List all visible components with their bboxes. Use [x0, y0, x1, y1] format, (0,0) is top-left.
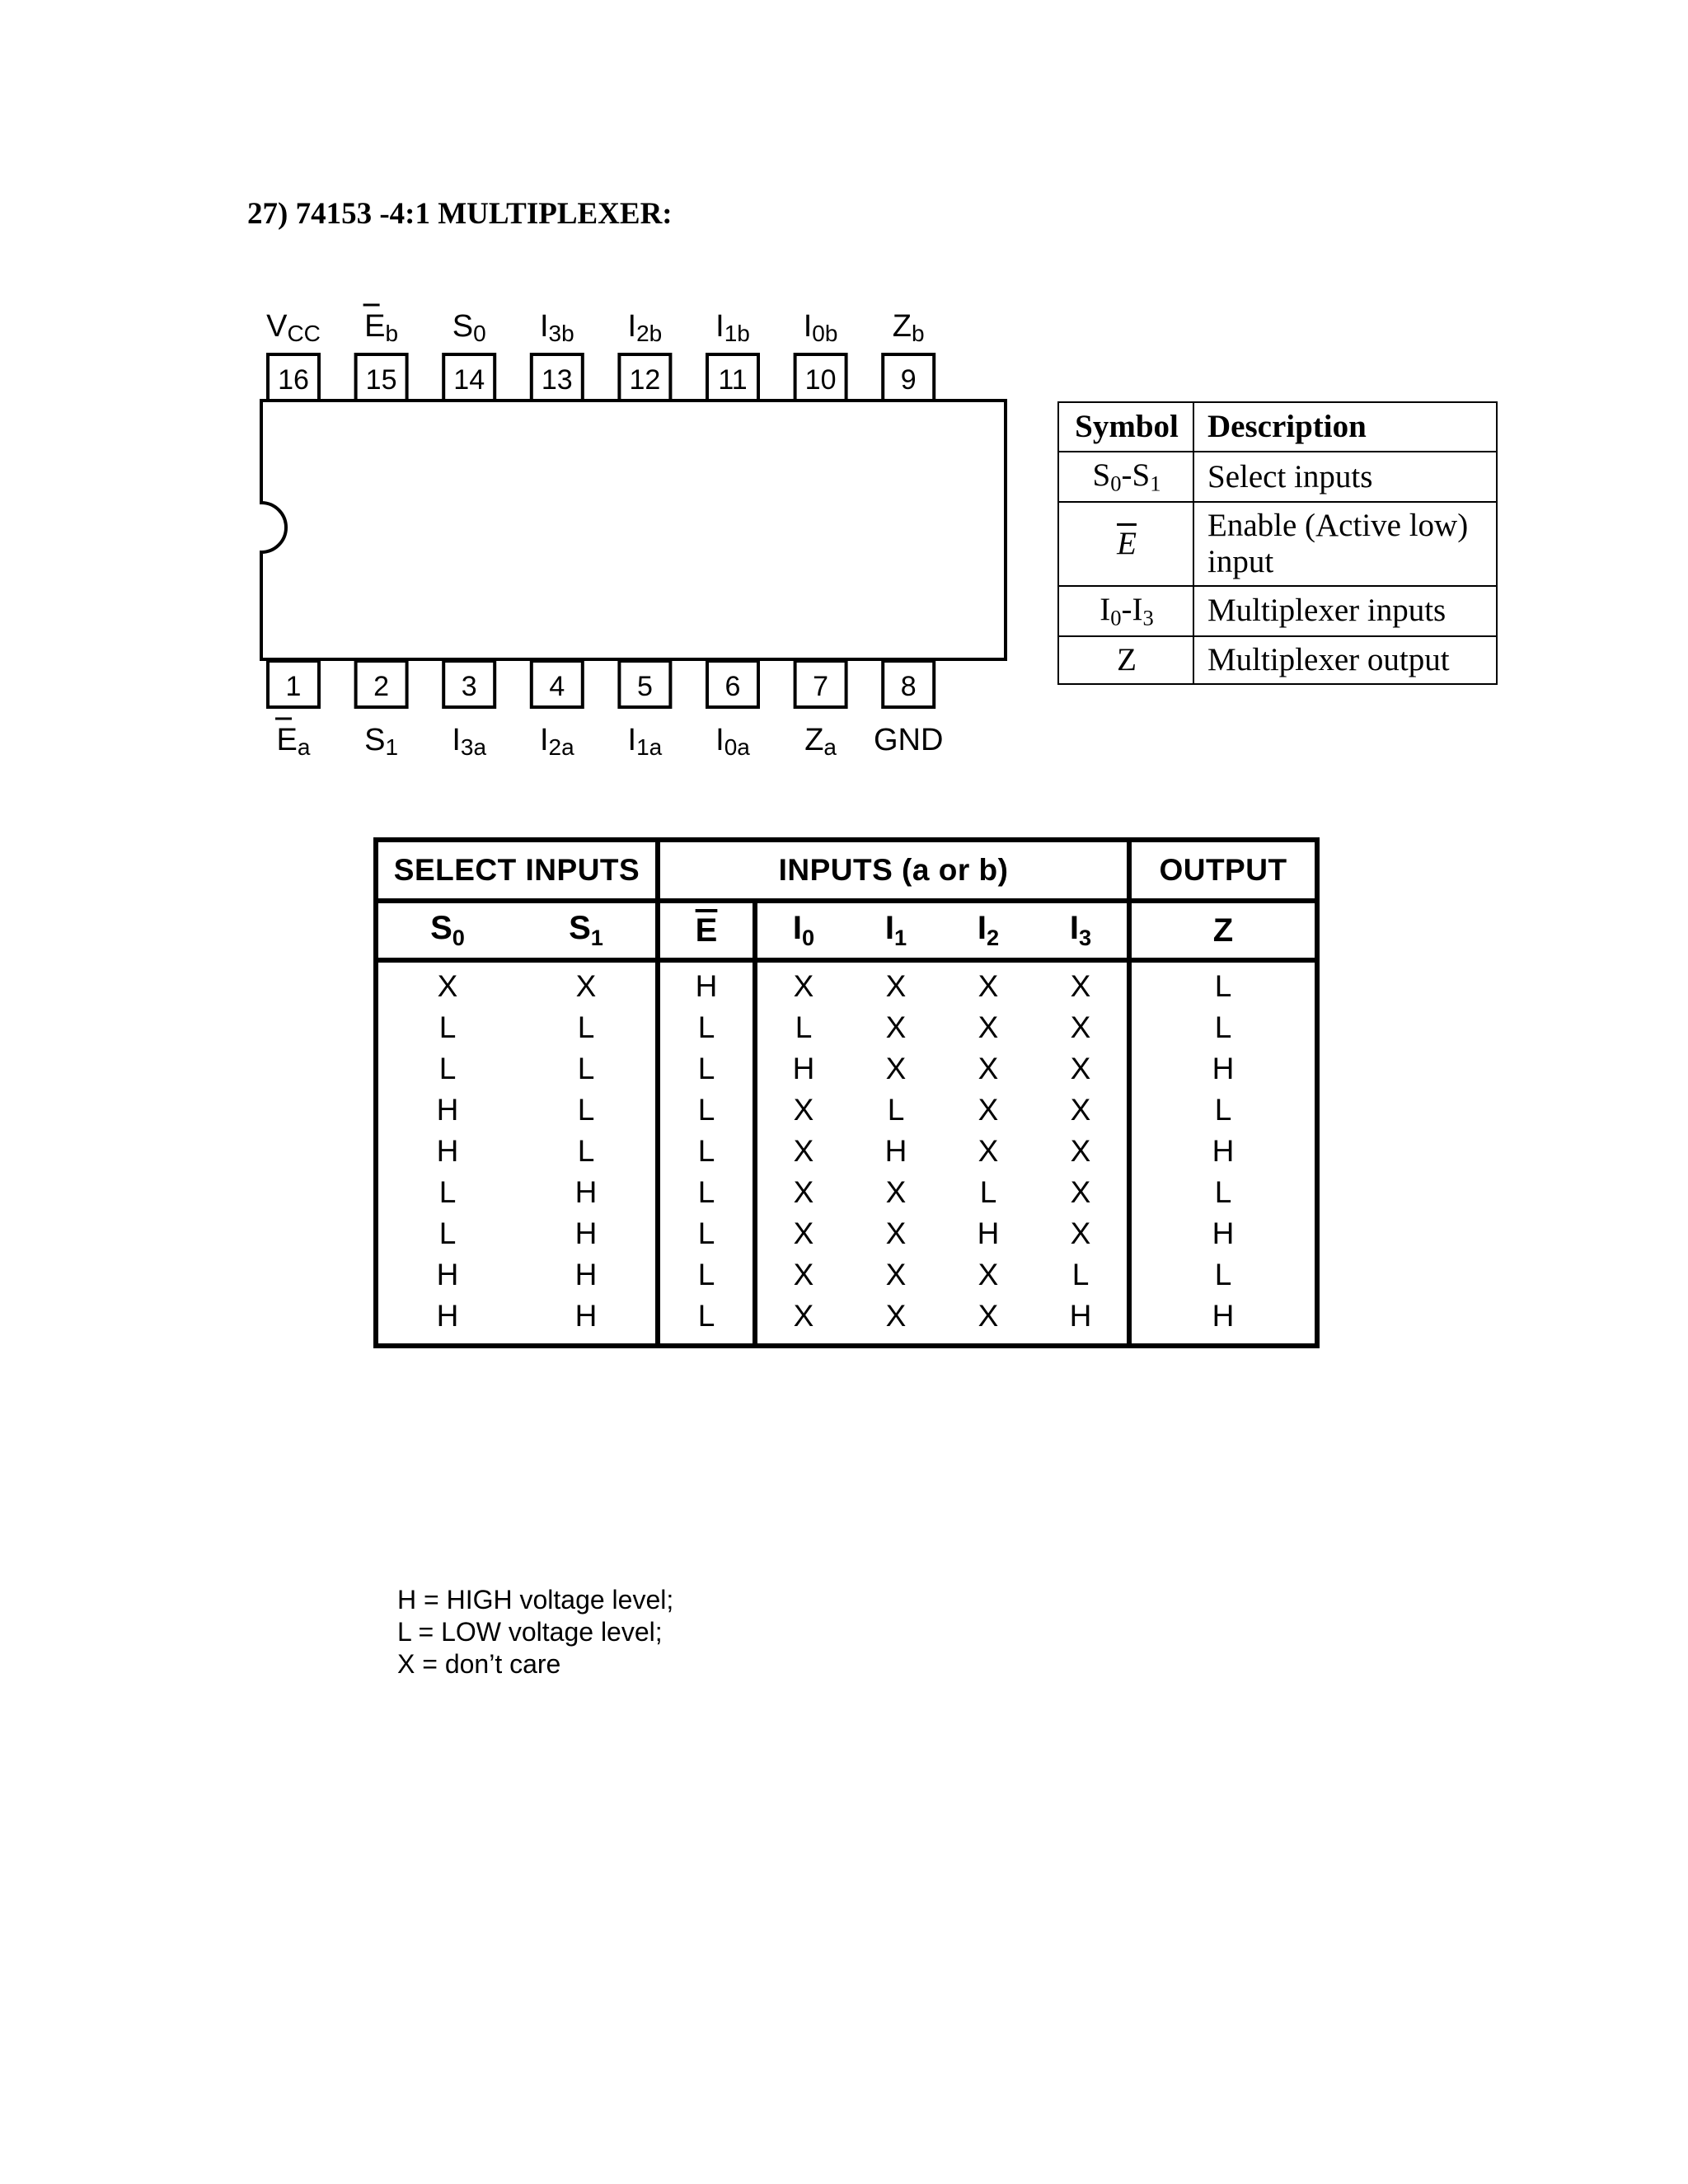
truth-cell: X	[793, 1299, 814, 1333]
pin-number: 4	[549, 671, 565, 702]
pin-number: 15	[365, 364, 397, 396]
truth-cell: X	[517, 960, 658, 1007]
truth-cell: H	[658, 960, 755, 1007]
truth-cell: L	[1214, 969, 1232, 1003]
pin-7	[795, 661, 846, 760]
truth-cell: H	[436, 1093, 459, 1127]
pin-number: 10	[804, 364, 837, 396]
truth-row	[376, 1090, 1317, 1131]
truth-cell: H	[517, 1296, 658, 1346]
pin-label: GND	[873, 723, 944, 757]
description-cell: Multiplexer inputs	[1193, 586, 1497, 636]
truth-cell: X	[885, 1052, 907, 1085]
truth-cell: X	[978, 1010, 999, 1044]
legend-line: X = don’t care	[397, 1649, 561, 1679]
pin-label: Za	[804, 723, 837, 760]
column-header-i0: $I_0$	[755, 901, 850, 960]
top-pin-row	[266, 305, 934, 401]
truth-cell: H	[517, 1172, 658, 1213]
pin-11	[707, 309, 758, 401]
truth-cell: X	[885, 1010, 907, 1044]
symbol-row	[1058, 502, 1497, 585]
column-header-i2: $I_2$	[942, 901, 1034, 960]
pin-number: 16	[278, 364, 309, 396]
ic-pinout-diagram	[247, 280, 1022, 766]
truth-cell: H	[977, 1216, 1000, 1250]
pin-10	[795, 309, 846, 401]
column-header-s1: $S_1$	[517, 901, 658, 960]
truth-cell: H	[1212, 1216, 1235, 1250]
truth-cell: X	[793, 1258, 814, 1291]
truth-cell: X	[1034, 1007, 1129, 1048]
truth-cell: X	[885, 1216, 907, 1250]
truth-cell: H	[517, 1213, 658, 1254]
truth-cell: X	[793, 1216, 814, 1250]
pin-number: 12	[629, 364, 661, 396]
description-cell: Enable (Active low) input	[1193, 502, 1497, 585]
symbol-row	[1058, 586, 1497, 636]
truth-cell: L	[658, 1090, 755, 1131]
pin-label: VCC	[266, 309, 321, 346]
truth-cell: X	[1034, 960, 1129, 1007]
pin-number: 6	[724, 671, 741, 702]
column-header-e: $\overline{E}$	[658, 901, 755, 960]
pin-15	[356, 305, 407, 401]
truth-cell: X	[885, 1175, 907, 1209]
symbol-cell: $S_0-S_1$	[1058, 452, 1193, 502]
truth-cell: X	[1034, 1213, 1129, 1254]
truth-cell: X	[1034, 1090, 1129, 1131]
truth-row	[376, 1048, 1317, 1090]
truth-cell: L	[1034, 1254, 1129, 1296]
pin-number: 5	[636, 671, 653, 702]
symbol-row	[1058, 452, 1497, 502]
truth-cell: H	[1212, 1134, 1235, 1168]
truth-row	[376, 1254, 1317, 1296]
truth-cell: H	[1212, 1299, 1235, 1333]
description-cell: Multiplexer output	[1193, 636, 1497, 684]
pin-3	[443, 661, 495, 760]
inputs-header: INPUTS (a or b)	[658, 840, 1129, 901]
truth-row	[376, 1007, 1317, 1048]
truth-cell: L	[1214, 1010, 1232, 1044]
truth-cell: H	[1034, 1296, 1129, 1346]
truth-cell: X	[885, 1299, 907, 1333]
select-inputs-header: SELECT INPUTS	[376, 840, 658, 901]
truth-cell: X	[793, 969, 814, 1003]
truth-cell: H	[436, 1299, 459, 1333]
truth-cell: L	[658, 1131, 755, 1172]
pin-number: 14	[453, 364, 485, 396]
pin-label: Ea	[276, 723, 311, 760]
description-cell: Select inputs	[1193, 452, 1497, 502]
legend-line: H = HIGH voltage level;	[397, 1585, 674, 1615]
truth-cell: X	[978, 1134, 999, 1168]
pin-label: I3b	[539, 309, 574, 346]
truth-cell: X	[1034, 1048, 1129, 1090]
truth-cell: L	[517, 1048, 658, 1090]
column-header-i1: $I_1$	[850, 901, 942, 960]
pin-12	[619, 309, 670, 401]
truth-cell: H	[792, 1052, 815, 1085]
truth-cell: L	[517, 1007, 658, 1048]
column-header-z: Z	[1129, 901, 1317, 960]
truth-cell: L	[438, 1216, 457, 1250]
truth-row	[376, 1172, 1317, 1213]
pin-2	[356, 661, 407, 760]
output-header: OUTPUT	[1129, 840, 1317, 901]
pin-label: I2b	[627, 309, 663, 346]
truth-cell: X	[978, 969, 999, 1003]
pin-14	[443, 309, 495, 401]
column-header-s0: $S_0$	[376, 901, 517, 960]
truth-cell: L	[795, 1010, 813, 1044]
truth-cell: X	[885, 1258, 907, 1291]
truth-cell: L	[1214, 1258, 1232, 1291]
pin-number: 9	[900, 364, 917, 396]
pin-number: 3	[461, 671, 477, 702]
pin-number: 11	[718, 364, 748, 396]
bottom-pin-row	[268, 661, 943, 760]
pin-label: I1b	[715, 309, 750, 346]
pin-number: 13	[541, 364, 573, 396]
pin-5	[619, 661, 670, 760]
truth-cell: X	[793, 1175, 814, 1209]
truth-row	[376, 1296, 1317, 1346]
truth-cell: L	[658, 1172, 755, 1213]
truth-cell: H	[1212, 1052, 1235, 1085]
symbol-cell: $\overline{E}$	[1058, 502, 1193, 585]
truth-cell: X	[978, 1258, 999, 1291]
pin-label: S1	[364, 723, 399, 760]
truth-cell: L	[1214, 1093, 1232, 1127]
ic-body	[261, 401, 1006, 659]
truth-cell: H	[517, 1254, 658, 1296]
truth-cell: X	[978, 1299, 999, 1333]
truth-cell: L	[517, 1131, 658, 1172]
truth-table	[373, 837, 1320, 1348]
pin-label: Eb	[364, 309, 399, 346]
truth-cell: H	[884, 1134, 907, 1168]
truth-cell: H	[436, 1134, 459, 1168]
truth-cell: X	[978, 1052, 999, 1085]
truth-cell: L	[658, 1213, 755, 1254]
truth-cell: L	[658, 1048, 755, 1090]
symbol-table	[1057, 401, 1498, 685]
legend	[397, 1584, 673, 1680]
truth-cell: L	[438, 1052, 457, 1085]
pin-label: I3a	[452, 723, 487, 760]
truth-cell: X	[1034, 1131, 1129, 1172]
symbol-row	[1058, 636, 1497, 684]
page-title: 27) 74153 -4:1 MULTIPLEXER:	[247, 197, 673, 231]
pin-number: 8	[900, 671, 917, 702]
truth-cell: L	[1214, 1175, 1232, 1209]
truth-cell: L	[887, 1093, 905, 1127]
truth-cell: X	[793, 1134, 814, 1168]
legend-line: L = LOW voltage level;	[397, 1617, 663, 1647]
pin-9	[883, 309, 934, 401]
truth-cell: L	[658, 1296, 755, 1346]
pin-16	[266, 309, 321, 401]
truth-cell: X	[885, 969, 907, 1003]
truth-cell: L	[658, 1254, 755, 1296]
pin-8	[874, 661, 943, 757]
description-column-header: Description	[1193, 402, 1497, 452]
truth-row	[376, 1213, 1317, 1254]
truth-cell: X	[978, 1093, 999, 1127]
truth-cell: X	[1034, 1172, 1129, 1213]
pin-label: I2a	[539, 723, 574, 760]
truth-cell: L	[979, 1175, 997, 1209]
pin-number: 1	[285, 671, 302, 702]
symbol-cell: $I_0-I_3$	[1058, 586, 1193, 636]
truth-row	[376, 1131, 1317, 1172]
symbol-cell: Z	[1058, 636, 1193, 684]
truth-cell: L	[658, 1007, 755, 1048]
pin-6	[707, 661, 758, 760]
pin-number: 7	[813, 671, 829, 702]
truth-row	[376, 960, 1317, 1007]
pin-label: I1a	[627, 723, 663, 760]
pin-label: Zb	[892, 309, 925, 346]
symbol-column-header: Symbol	[1058, 402, 1193, 452]
truth-cell: X	[793, 1093, 814, 1127]
truth-cell: L	[517, 1090, 658, 1131]
pin-1	[268, 661, 319, 760]
truth-cell: L	[438, 1175, 457, 1209]
pin-label: S0	[452, 309, 486, 346]
column-header-i3: $I_3$	[1034, 901, 1129, 960]
pin-number: 2	[373, 671, 390, 702]
truth-cell: H	[436, 1258, 459, 1291]
pin-label: I0b	[803, 309, 838, 346]
pin-4	[532, 661, 583, 760]
pin-label: I0a	[715, 723, 750, 760]
pin-13	[532, 309, 583, 401]
truth-cell: L	[438, 1010, 457, 1044]
truth-cell: X	[437, 969, 458, 1003]
